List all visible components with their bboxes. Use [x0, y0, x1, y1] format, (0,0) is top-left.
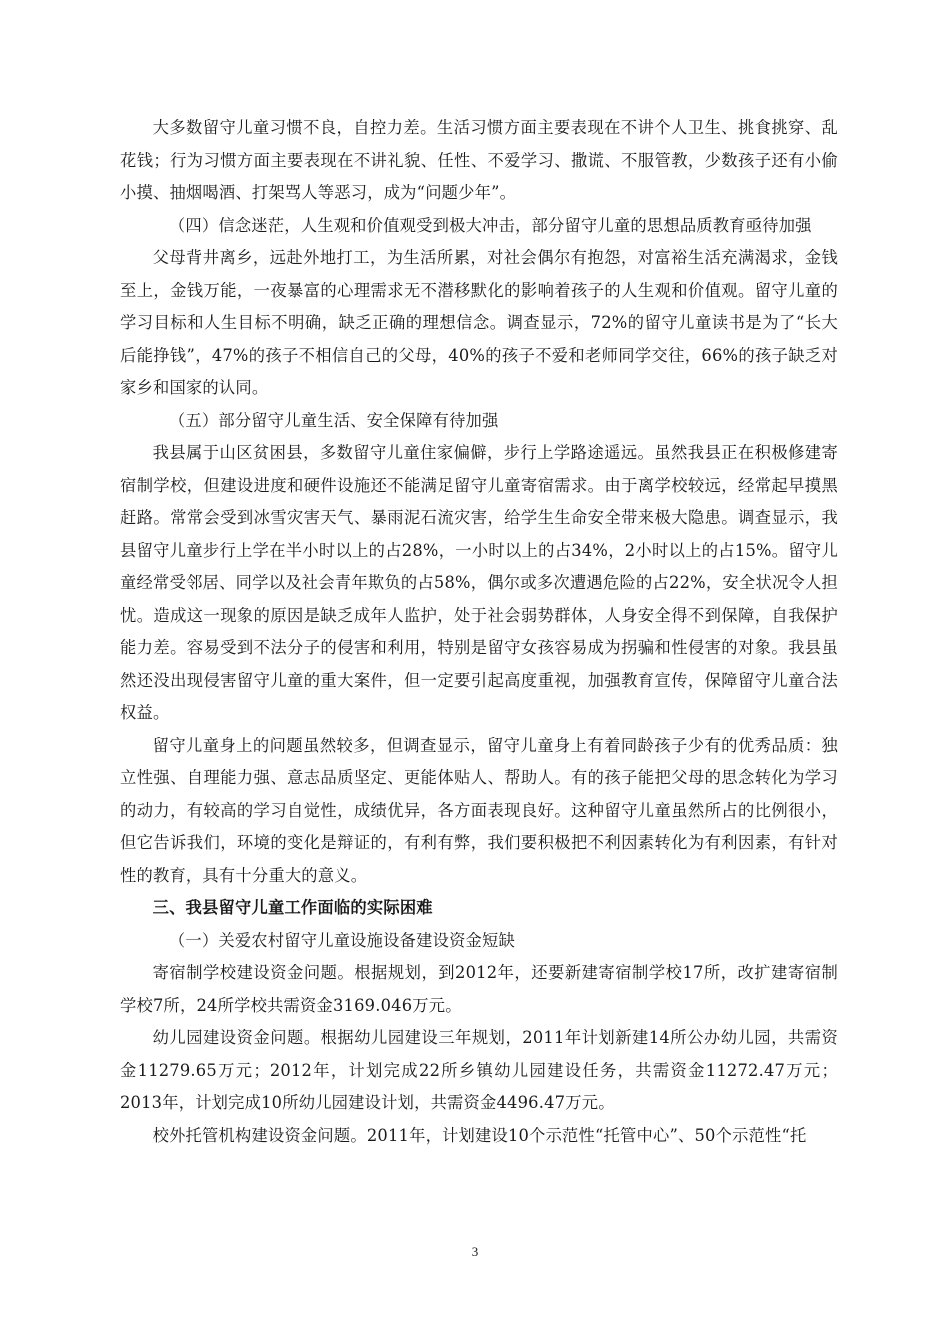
paragraph-values: 父母背井离乡，远赴外地打工，为生活所累，对社会偶尔有抱怨，对富裕生活充满渴求，金钱至上，金钱万能，一夜暴富的心理需求无不潜移默化的影响着孩子的人生观和价值观。留守儿童的学习目标和人生目标不明确，缺乏正确的理想信念。调查显示，72%的留守儿童读书是为了“长大后能挣钱”，47%的孩子不相信自己的父母，40%的孩子不爱和老师同学交往，66%的孩子缺乏对家乡和国家的认同。 — [120, 248, 838, 397]
page-number: 3 — [471, 1244, 479, 1259]
section-heading-difficulties: 三、我县留守儿童工作面临的实际困难 — [152, 898, 433, 917]
paragraph-boarding-schools: 寄宿制学校建设资金问题。根据规划，到2012年，还要新建寄宿制学校17所，改扩建寄宿制学校7所，24所学校共需资金3169.046万元。 — [120, 963, 838, 1015]
paragraph-strengths: 留守儿童身上的问题虽然较多，但调查显示，留守儿童身上有着同龄孩子少有的优秀品质：独立性强、自理能力强、意志品质坚定、更能体贴人、帮助人。有的孩子能把父母的思念转化为学习的动力，有较高的学习自觉性，成绩优异，各方面表现良好。这种留守儿童虽然所占的比例很小，但它告诉我们，环境的变化是辩证的，有利有弊，我们要积极把不利因素转化为有利因素，有针对性的教育，具有十分重大的意义。 — [120, 735, 838, 885]
paragraph-kindergartens: 幼儿园建设资金问题。根据幼儿园建设三年规划，2011年计划新建14所公办幼儿园，共需资金11279.65万元；2012年，计划完成22所乡镇幼儿园建设任务，共需资金11272.47万元；2013年，计划完成10所幼儿园建设计划，共需资金4496.47万元。 — [120, 1028, 838, 1112]
paragraph-care-centers: 校外托管机构建设资金问题。2011年，计划建设10个示范性“托管中心”、50个示范性“托 — [152, 1125, 807, 1145]
document-body — [120, 112, 838, 1152]
subheading-safety: （五）部分留守儿童生活、安全保障有待加强 — [168, 410, 499, 430]
paragraph-bad-habits: 大多数留守儿童习惯不良，自控力差。生活习惯方面主要表现在不讲个人卫生、挑食挑穿、乱花钱；行为习惯方面主要表现在不讲礼貌、任性、不爱学习、撒谎、不服管教，少数孩子还有小偷小摸、抽烟喝酒、打架骂人等恶习，成为“问题少年”。 — [120, 118, 838, 202]
subheading-beliefs: （四）信念迷茫，人生观和价值观受到极大冲击，部分留守儿童的思想品质教育亟待加强 — [168, 215, 812, 235]
paragraph-safety: 我县属于山区贫困县，多数留守儿童住家偏僻，步行上学路途遥远。虽然我县正在积极修建寄宿制学校，但建设进度和硬件设施还不能满足留守儿童寄宿需求。由于离学校较远，经常起早摸黑赶路。常常会受到冰雪灾害天气、暴雨泥石流灾害，给学生生命安全带来极大隐患。调查显示，我县留守儿童步行上学在半小时以上的占28%，一小时以上的占34%，2小时以上的占15%。留守儿童经常受邻居、同学以及社会青年欺负的占58%，偶尔或多次遭遇危险的占22%，安全状况令人担忧。造成这一现象的原因是缺乏成年人监护，处于社会弱势群体，人身安全得不到保障，自我保护能力差。容易受到不法分子的侵害和利用，特别是留守女孩容易成为拐骗和性侵害的对象。我县虽然还没出现侵害留守儿童的重大案件，但一定要引起高度重视，加强教育宣传，保障留守儿童合法权益。 — [120, 443, 838, 722]
subheading-funding: （一）关爱农村留守儿童设施设备建设资金短缺 — [168, 930, 515, 950]
